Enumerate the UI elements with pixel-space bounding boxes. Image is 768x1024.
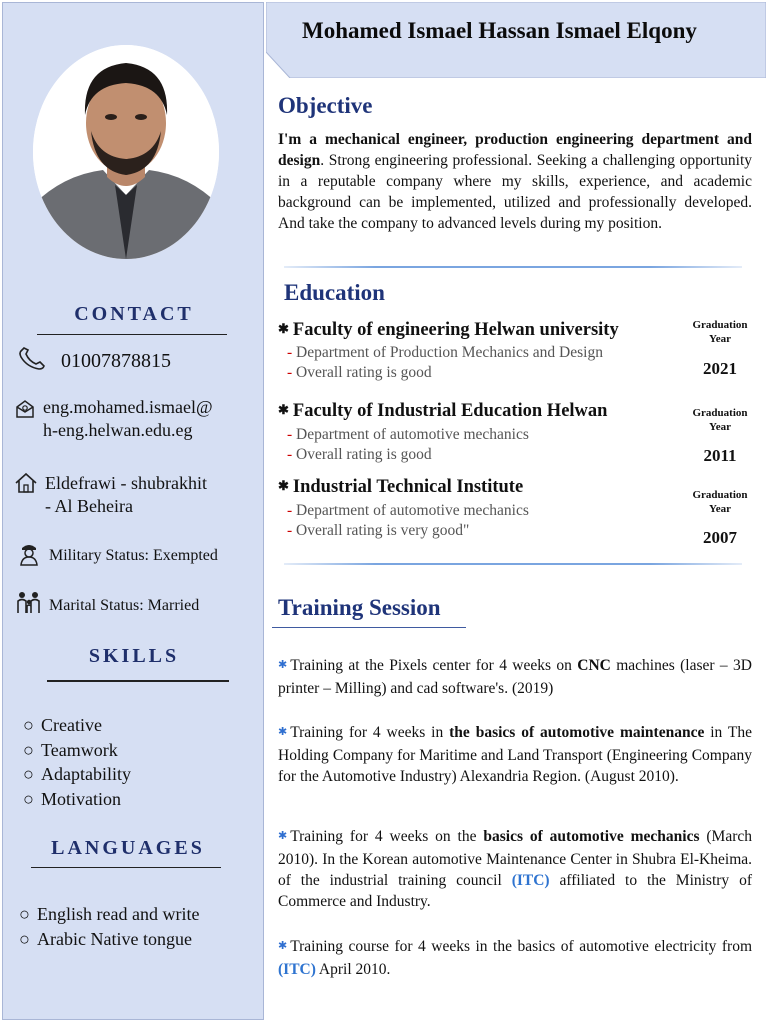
objective-divider [284,266,742,268]
address-line-1: Eldefrawi - shubrakhit [45,473,207,493]
soldier-icon [18,542,40,571]
home-icon [14,472,38,499]
skills-list [23,713,131,811]
education-details: - Department of Production Mechanics and Design - Overall rating is good [287,344,603,381]
list-item: ○ Adaptability [23,764,131,784]
languages-heading: LANGUAGES [51,837,205,859]
training-item: ✱ Training for 4 weeks on the basics of automotive mechanics (March 2010). In the Korean automotive Maintenance Center in Shubra El-Kheima. of the industrial training council (ITC) affiliated to the Ministry of Commerce and Industry. [278,828,753,910]
education-heading: Education [284,280,385,305]
contact-divider [37,334,227,335]
contact-heading: CONTACT [74,303,194,325]
list-item: ○ English read and write [19,904,200,924]
skills-heading: SKILLS [88,645,180,667]
marital-status: Marital Status: Married [49,597,200,614]
training-item: ✱ Training at the Pixels center for 4 weeks on CNC machines (laser – 3D printer – Milling) and cad software's. (2019) [278,657,752,697]
email-icon [15,399,35,424]
graduation-year: 2011 [703,446,737,465]
list-item: ○ Motivation [23,788,121,809]
list-item: ○ Creative [23,715,102,735]
graduation-year: 2007 [703,528,737,547]
skills-divider [47,680,229,682]
sidebar [2,2,264,1020]
education-divider [284,563,742,565]
graduation-label: Graduation Year [692,489,748,515]
objective-text: I'm a mechanical engineer, production engineering department and design. Strong engineering professional. Seeking a challenging opportunity in a reputable company where my skills, experience, and academic background can be implemented, utilized and professionally developed. And take the company to advanced levels during my position. [278,131,752,232]
education-details: - Department of automotive mechanics - Overall rating is very good" [287,502,529,539]
education-school: ✱ Industrial Technical Institute [278,477,524,497]
training-item: ✱ Training course for 4 weeks in the basics of automotive electricity from (ITC) April 2010. [278,938,752,978]
languages-list [19,902,199,951]
graduation-year: 2021 [703,359,737,378]
training-item: ✱ Training for 4 weeks in the basics of automotive maintenance in The Holding Company for Maritime and Land Transport (Engineering Company for the Automotive Industry) Alexandria Region. (August 2010). [278,724,753,785]
phone-number: 01007878815 [61,350,171,372]
graduation-label: Graduation Year [692,319,748,345]
list-item: ○ Teamwork [23,739,118,760]
email-address [43,396,213,442]
family-icon [15,591,43,620]
address-line-2: - Al Beheira [45,496,133,516]
email-line-2: h-eng.helwan.edu.eg [43,420,193,440]
education-school: ✱ Faculty of engineering Helwan university [278,320,619,340]
languages-divider [31,867,221,868]
education-details: - Department of automotive mechanics - Overall rating is good [287,426,529,463]
training-heading: Training Session [278,595,441,620]
email-line-1: eng.mohamed.ismael@ [43,397,213,417]
candidate-name: Mohamed Ismael Hassan Ismael Elqony [302,18,697,43]
training-underline [272,627,466,628]
address [45,472,207,518]
graduation-label: Graduation Year [692,407,748,433]
phone-icon [17,347,47,376]
objective-heading: Objective [278,93,373,118]
list-item: ○ Arabic Native tongue [19,928,192,949]
profile-photo [33,45,219,259]
education-school: ✱ Faculty of Industrial Education Helwan [278,401,608,421]
military-status: Military Status: Exempted [49,547,218,564]
